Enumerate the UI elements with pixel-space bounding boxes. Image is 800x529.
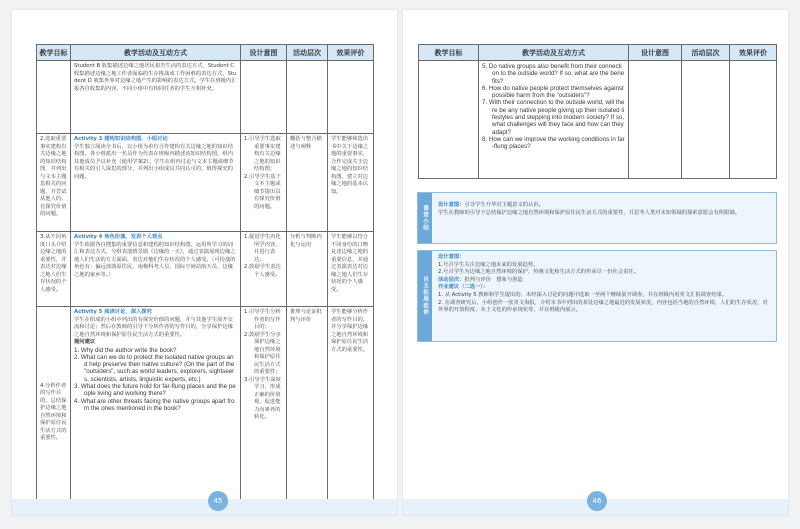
header-level: 活动层次 [682, 45, 730, 61]
level-cell: 概括与整合描述与阐释 [287, 134, 328, 232]
table-header-row [419, 45, 777, 61]
question-item: 8. How can we improve the working conditions in far-flung places? [482, 135, 625, 151]
header-eval: 效果评价 [328, 45, 374, 61]
activity-cell [71, 307, 241, 516]
header-activity: 教学活动及互动方式 [479, 45, 629, 61]
intent-item: 1.引导学生分析作者的写作目的； [244, 309, 281, 330]
header-intent: 设计意图 [241, 45, 287, 61]
table-row [37, 307, 374, 516]
activity-title: Activity 3 建构知识结构图，小组讨论 [74, 136, 168, 142]
extension-intent-item: 1.号召学生关注边缘之地未来的发展趋势。 [438, 261, 539, 268]
header-level: 活动层次 [287, 45, 328, 61]
eval-cell: 学生能够筛选出书中关于边缘之地的重要事实，合作完成关于边缘之地的知识结构图，建立对边缘之地的基本认知。 [328, 134, 374, 232]
question-item: 1. Why did the author write the book? [74, 346, 177, 354]
class-summary-box [417, 192, 777, 244]
eval-cell [328, 61, 374, 134]
homework-item: 2. 在调查研究后，小组创作一张英文海报，介绍本书中列出的某处边缘之地最近的发展状况，内容包括当地的自然环境、人们的生存状况、对外界的开放程度、本土文化的传承现状等，并在班级内展示。 [438, 299, 768, 314]
eval-cell: 学生能够分析作者的写作目的，并分享保护边缘之地自然环境和保护原住民生活方式的重要性。 [328, 307, 374, 516]
intent-cell [629, 61, 682, 179]
extension-content [438, 254, 772, 315]
homework-item: 1. 从 Activity 5 教师和学生提出的、未经深入讨论的问题中选取一至两个继续展开调查，并在班级内用英文汇报调查结果。 [438, 291, 728, 298]
intent-item: 1.引导学生选取重要事实建构有关边缘之地的知识结构图； [244, 136, 281, 172]
goal-cell [419, 61, 479, 179]
level-cell: 推理与论证批判与评价 [287, 307, 328, 516]
activity-text: Student B 收集描述边缘之地居民艰苦生活的表达方式，Student C 收集描述边缘之地工作者面临的生存挑战或工作困难的表达方式，Student D 收集外界对边缘之地产生的影响的表达方式。学生在班级内汇报各自收集的内容，不同小组中有相同任务的学生互相补充。 [74, 63, 237, 92]
table-row [37, 134, 374, 232]
question-item: 2. What can we do to protect the isolated native groups and help preserve their native culture? (On the part of the "outsiders", such as world leaders, explorers, sightseers, scientists, artists, linguistic experts, etc.) [74, 353, 235, 383]
activity-title: Activity 4 角色扮演，发表个人观点 [74, 234, 163, 240]
table-row [419, 61, 777, 179]
eval-cell [730, 61, 777, 179]
class-summary-tab: 课堂小结 [418, 193, 432, 243]
intent-item: 2.引导学生基于文本主题或细节提出具有探究价值的问题。 [244, 173, 281, 210]
intent-item: 2.鼓励学生分享保护边缘之地自然环境和保护原住民生活方式的重要性； [244, 331, 281, 375]
page-number: 46 [587, 491, 607, 511]
extension-level-text: 批判与评价 想象与创造 [464, 276, 523, 283]
level-cell: 分析与判断内化与运用 [287, 232, 328, 307]
page-number: 45 [208, 491, 228, 511]
extension-intent-label: 设计意图： [438, 254, 465, 260]
right-page [403, 10, 788, 515]
header-activity: 教学活动及互动方式 [71, 45, 241, 61]
level-cell [682, 61, 730, 179]
table-row [37, 232, 374, 307]
table-header-row [37, 45, 374, 61]
activity-cell [71, 61, 241, 134]
header-intent: 设计意图 [629, 45, 682, 61]
intent-item: 3.引导学生深度学习，形成正确的价值观，促进能力向素养的转化。 [244, 376, 281, 420]
question-item: 6. How do native people protect themselves against possible harm from the "outsiders"? [482, 84, 624, 100]
goal-cell [37, 61, 71, 134]
extension-intent-item: 2.号召学生为边缘之地自然环境的保护、传统文化和生活方式的传承尽一份社会责任。 [438, 269, 640, 276]
left-page [12, 10, 397, 515]
extension-tab: 自主拓展延伸 [418, 251, 432, 341]
summary-text: 学生在教师的引导下总结保护边缘之地自然环境和保护原住民生活方式的重要性，并思考人类对未知领域的探索意愿会有所限制。 [438, 209, 740, 216]
lesson-plan-table-right [418, 44, 777, 179]
activity-cell [71, 232, 241, 307]
prompt-title: 提问建议 [74, 339, 96, 345]
footer-band [12, 499, 397, 515]
extension-level-label: 活动层次： [438, 276, 465, 283]
header-goal: 教学目标 [37, 45, 71, 61]
intent-cell [241, 232, 287, 307]
intent-cell [241, 307, 287, 516]
intent-item: 2.鼓励学生表达个人感受。 [244, 264, 281, 278]
activity-cell [479, 61, 629, 179]
class-summary-content [438, 202, 772, 217]
activity-text: 学生在组成的小组中列出的有探究价值的问题，并与其他学生展开交流和讨论；然后在教师的引导下分析作者的写作目的，分享保护边缘之地自然环境和保护原住民生活方式的重要性。 [74, 316, 233, 338]
goal-cell: 3.从不同角度口头介绍边缘之地的重要性，并表达对边缘之地人们生存状况的个人感受。 [37, 232, 71, 307]
summary-intent-text: 引导学生升华对主题意义的认识。 [464, 202, 544, 208]
goal-cell: 2.选取重要事实建构有关边缘之地的知识结构图，并列出与文本主题息相关的问题，并尝试从他人的、有探究价值的问题。 [37, 134, 71, 232]
activity-text: 学生依据各自搜集的重要信息和建构的知识结构图，运用所学习的词汇和表达方式，分组表演情景剧《边缘的一天》，通过表演展现边缘之地人们生活的方方面面，表达对他们生存状况的个人感受。（可扮演的角色有：偏远部落原住民、南极科考人员、国际空间站航天员、边缘之地的家乡等。） [74, 241, 236, 278]
homework-label: 作业建议（二选一）： [438, 284, 489, 291]
table-row [37, 61, 374, 134]
header-eval: 效果评价 [730, 45, 777, 61]
header-goal: 教学目标 [419, 45, 479, 61]
question-item: 4. What are other threats facing the native groups apart from the ones mentioned in the book? [74, 397, 235, 412]
intent-cell [241, 61, 287, 134]
summary-intent-label: 设计意图： [438, 202, 465, 208]
activity-text: 学生独立阅读全书后，以小组为单位合作建构有关边缘之地的知识结构图。各小组派出一名员作为代表在班级内描述该知识结构图，组内其他成员予以补充（使用学案2）。学生在组内讨论与文本主题或细节有相关的引人深思的部分，并列出小组成员共同认可的、值得探究的问题。 [74, 143, 234, 180]
level-cell [287, 61, 328, 134]
goal-cell: 4.分析作者的写作目的，总结保护边缘之地自然环境和保护原住民生活方式的重要性。 [37, 307, 71, 516]
question-item: 7. With their connection to the outside world, will there be any native people giving up their isolated lifestyles and stepping into modern society? If so, what challenges will they face and how can they adapt? [482, 99, 625, 136]
eval-cell: 学生能够以符合不同身份的口吻复述边缘之地的重要信息，并通过表演表达对边缘之地人们生存状况的个人感受。 [328, 232, 374, 307]
question-item: 5. Do native groups also benefit from their connection to the outside world? If so, what are the benefits? [482, 63, 625, 85]
extension-box [417, 250, 777, 342]
question-item: 3. What does the future hold for far-flung places and the people living and working there? [74, 382, 236, 398]
activity-cell [71, 134, 241, 232]
activity-title: Activity 5 阅读讨论，深入探究 [74, 309, 152, 315]
intent-item: 1.促进学生内化所学内容，并进行表达； [244, 234, 281, 263]
intent-cell [241, 134, 287, 232]
lesson-plan-table-left [36, 44, 374, 515]
